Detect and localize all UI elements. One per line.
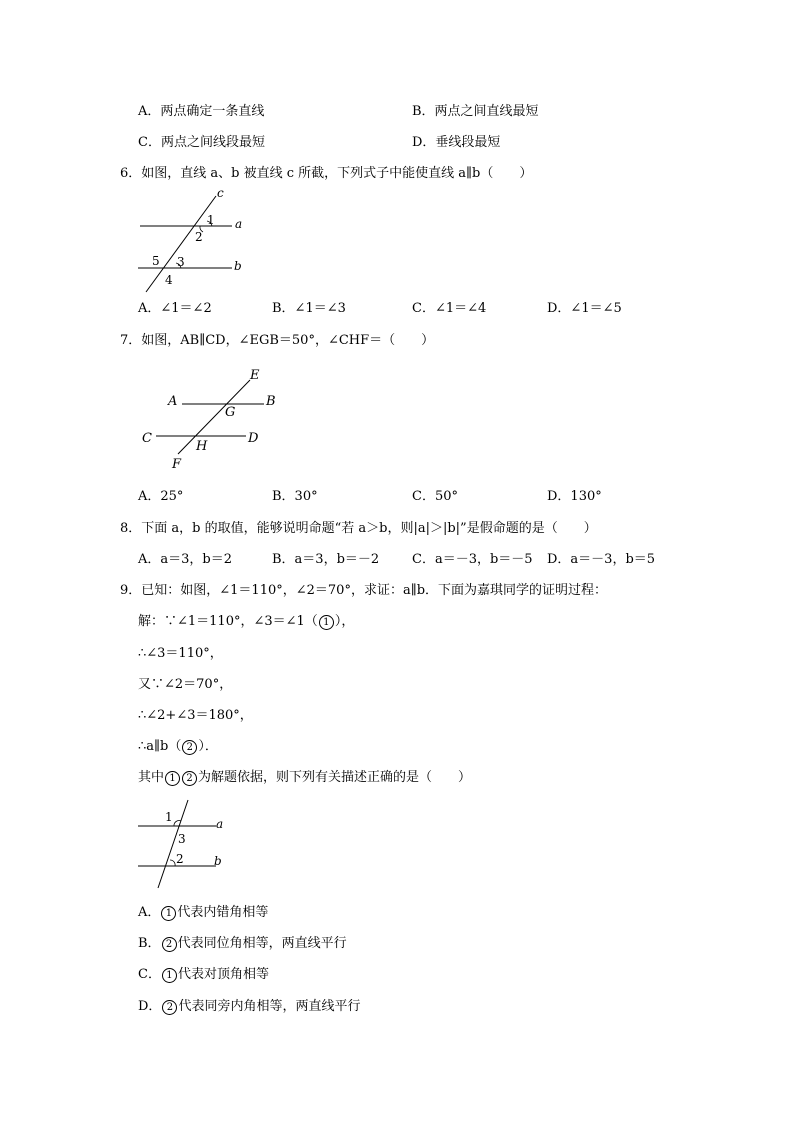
q8-option-d: D．a＝－3，b＝5 bbox=[547, 552, 656, 567]
q6-angle-4: 4 bbox=[165, 273, 173, 287]
q7-label-c: C bbox=[142, 431, 152, 446]
q9-angle-3: 3 bbox=[178, 832, 186, 846]
q6-angle-5: 5 bbox=[152, 254, 160, 268]
q9-proof-step-2: ∴∠3＝110°， bbox=[138, 646, 223, 661]
q6-angle-2: 2 bbox=[195, 230, 203, 244]
q9-option-c: C． 1 代表对顶角相等 bbox=[138, 967, 269, 982]
q6-option-c: C．∠1＝∠4 bbox=[412, 301, 487, 316]
q9-option-a: A． 1 代表内错角相等 bbox=[138, 905, 269, 920]
circled-1-icon: 1 bbox=[161, 906, 176, 921]
circled-2-icon: 2 bbox=[162, 937, 177, 952]
q6-angle-3: 3 bbox=[177, 255, 185, 269]
q6-label-a: a bbox=[235, 217, 243, 231]
q9-step5-text-a: ∴a∥b（ bbox=[138, 739, 182, 754]
q7-option-d: D．130° bbox=[547, 489, 602, 504]
q6-stem: 6．如图，直线 a、b 被直线 c 所截，下列式子中能使直线 a∥b（ ） bbox=[120, 166, 533, 181]
q6-figure bbox=[130, 186, 260, 316]
q9-label-a: a bbox=[216, 817, 224, 831]
q7-label-g: G bbox=[225, 405, 236, 420]
q7-label-a: A bbox=[168, 394, 178, 409]
q6-option-a: A．∠1＝∠2 bbox=[138, 301, 212, 316]
q8-option-a: A．a＝3，b＝2 bbox=[138, 552, 233, 567]
q7-option-b: B．30° bbox=[272, 489, 318, 504]
q9-angle-1: 1 bbox=[165, 810, 173, 824]
circled-1-icon: 1 bbox=[319, 615, 334, 630]
q9-step1-text-a: 解：∵∠1＝110°，∠3＝∠1（ bbox=[138, 614, 318, 629]
q6-option-d: D．∠1＝∠5 bbox=[547, 301, 622, 316]
q9-figure bbox=[130, 796, 240, 896]
q9-label-b: b bbox=[214, 854, 222, 868]
q9-proof-step-3: 又∵∠2＝70°， bbox=[138, 677, 233, 692]
circled-1-icon: 1 bbox=[162, 968, 177, 983]
q5-option-b: B．两点之间直线最短 bbox=[412, 104, 539, 119]
q6-label-c: c bbox=[217, 186, 224, 200]
q6-label-b: b bbox=[234, 259, 242, 273]
q9-question-text-a: 其中 bbox=[138, 770, 165, 785]
circled-2-icon: 2 bbox=[182, 771, 197, 786]
q8-option-b: B．a＝3，b＝－2 bbox=[272, 552, 380, 567]
q9-proof-step-5 bbox=[138, 739, 218, 755]
q7-label-d: D bbox=[248, 431, 259, 446]
q6-angle-1: 1 bbox=[207, 213, 215, 227]
circled-2-icon: 2 bbox=[162, 1000, 177, 1015]
q7-figure bbox=[138, 362, 298, 472]
q7-label-h: H bbox=[196, 439, 208, 454]
q7-label-e: E bbox=[250, 368, 260, 383]
q9-question-text-b: 为解题依据，则下列有关描述正确的是（ ） bbox=[198, 770, 472, 785]
q5-option-c: C．两点之间线段最短 bbox=[138, 135, 265, 150]
q9-angle-2: 2 bbox=[176, 852, 184, 866]
q7-option-c: C．50° bbox=[412, 489, 458, 504]
q9-option-b: B． 2 代表同位角相等，两直线平行 bbox=[138, 936, 347, 951]
q7-label-b: B bbox=[266, 394, 276, 409]
q9-option-d: D． 2 代表同旁内角相等，两直线平行 bbox=[138, 999, 361, 1014]
q8-option-c: C．a＝－3，b＝－5 bbox=[412, 552, 533, 567]
q9-proof-step-4: ∴∠2+∠3＝180°， bbox=[138, 708, 253, 723]
circled-2-icon: 2 bbox=[182, 740, 197, 755]
q9-step1-text-b: ）， bbox=[334, 614, 355, 629]
q7-option-a: A．25° bbox=[138, 489, 184, 504]
q6-option-b: B．∠1＝∠3 bbox=[272, 301, 346, 316]
q7-stem: 7．如图，AB∥CD，∠EGB＝50°，∠CHF＝（ ） bbox=[120, 333, 435, 348]
q5-option-a: A．两点确定一条直线 bbox=[138, 104, 265, 119]
q9-question-line bbox=[138, 770, 471, 786]
q7-label-f: F bbox=[172, 457, 182, 472]
q5-option-d: D．垂线段最短 bbox=[412, 135, 501, 150]
circled-1-icon: 1 bbox=[165, 771, 180, 786]
q9-proof-step-1 bbox=[138, 614, 354, 630]
q9-step5-text-b: ）． bbox=[198, 739, 218, 754]
q8-stem: 8．下面 a，b 的取值，能够说明命题“若 a＞b，则|a|＞|b|”是假命题的是（ ） bbox=[120, 521, 597, 536]
q9-stem: 9．已知：如图，∠1＝110°，∠2＝70°，求证：a∥b．下面为嘉琪同学的证明过程： bbox=[120, 583, 608, 598]
